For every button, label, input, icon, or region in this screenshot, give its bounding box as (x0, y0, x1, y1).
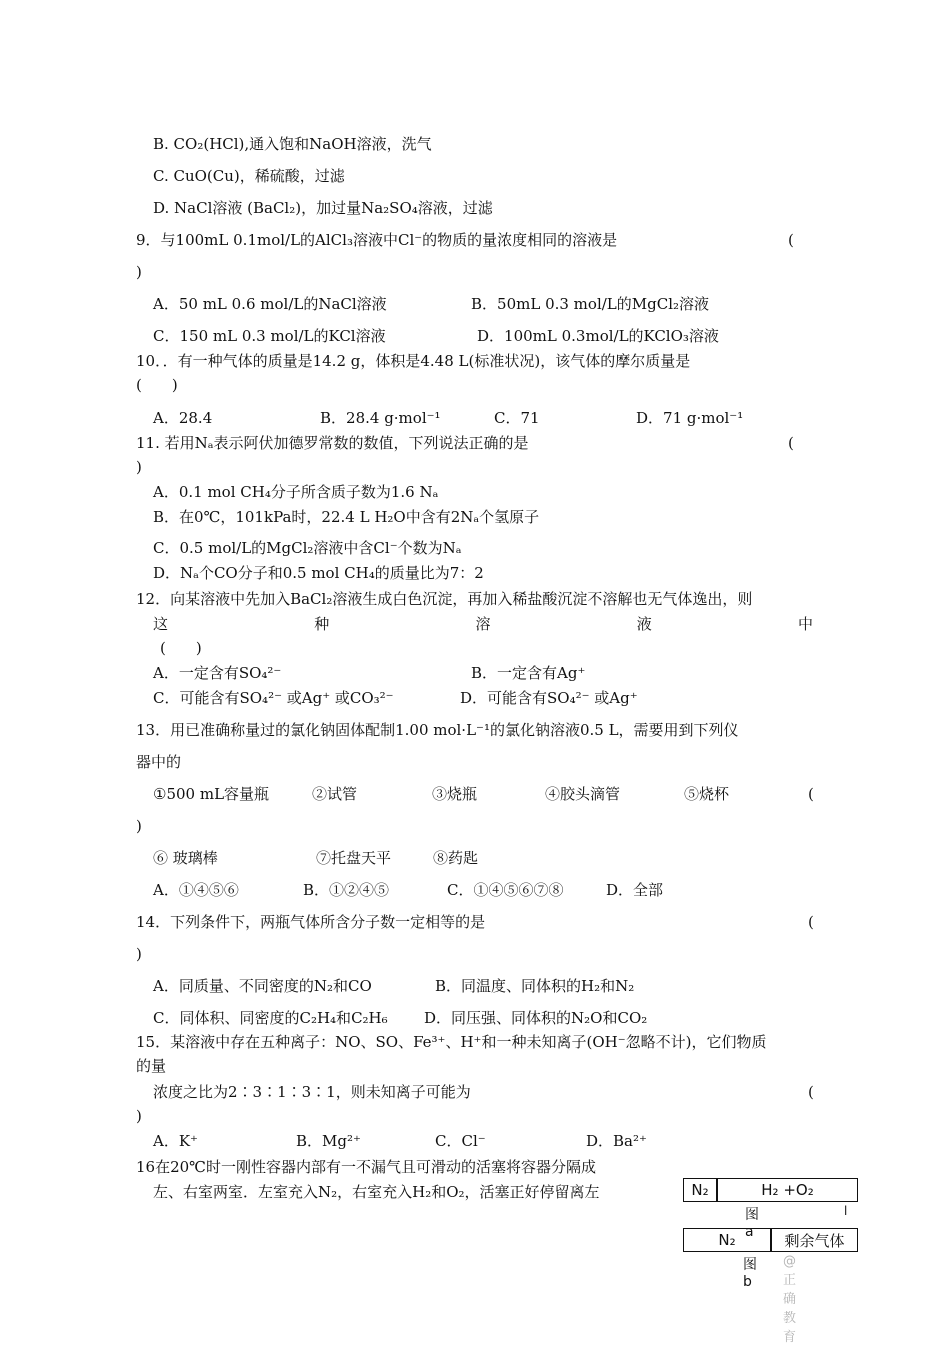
q8-option-d: D. NaCl溶液 (BaCl₂)，加过量Na₂SO₄溶液，过滤 (153, 199, 493, 217)
figure-a-caption: 图 a (745, 1207, 759, 1240)
q9-option-d: D．100mL 0.3mol/L的KClO₃溶液 (477, 327, 719, 345)
stray-mark: l (844, 1204, 848, 1218)
q13-paren-open: ( (808, 785, 814, 803)
q13-option-c: C．①④⑤⑥⑦⑧ (447, 881, 564, 899)
q10-option-d: D．71 g·mol⁻¹ (636, 409, 744, 427)
q14-paren-open: ( (808, 913, 814, 931)
q12-option-a: A．一定含有SO₄²⁻ (153, 664, 282, 682)
figure-a-right-gas: H₂ +O₂ (761, 1181, 814, 1199)
q13-option-a: A．①④⑤⑥ (153, 881, 239, 899)
q13-item-5: ⑤烧杯 (684, 785, 730, 803)
q13-item-8: ⑧药匙 (433, 849, 479, 867)
q12-word: 种 (314, 615, 330, 633)
q9-stem: 9．与100mL 0.1mol/L的AlCl₃溶液中Cl⁻的物质的量浓度相同的溶液是 (136, 231, 618, 249)
q13-item-2: ②试管 (312, 785, 358, 803)
q15-option-b: B．Mg²⁺ (296, 1132, 361, 1150)
q14-option-b: B．同温度、同体积的H₂和N₂ (435, 977, 635, 995)
container-b (683, 1228, 858, 1252)
q11-option-c: C．0.5 mol/L的MgCl₂溶液中含Cl⁻个数为Nₐ (153, 539, 462, 557)
q14-paren-close: ) (136, 945, 142, 963)
q12-word: 中 (797, 615, 813, 633)
q11-option-a: A．0.1 mol CH₄分子所含质子数为1.6 Nₐ (153, 483, 439, 501)
q10-option-a: A．28.4 (153, 409, 213, 427)
q12-word: 这 (153, 615, 169, 633)
q16-line-2: 左、右室两室．左室充入N₂，右室充入H₂和O₂，活塞正好停留离左 (153, 1183, 600, 1201)
q13-item-6: ⑥ 玻璃棒 (153, 849, 218, 867)
q13-stem: 13．用已准确称量过的氯化钠固体配制1.00 mol·L⁻¹的氯化钠溶液0.5 L，需要用到下列仪 (136, 721, 739, 739)
q15-option-a: A．K⁺ (153, 1132, 198, 1150)
q16-line-1: 16在20℃时一刚性容器内部有一不漏气且可滑动的活塞将容器分隔成 (136, 1158, 596, 1176)
q11-paren-close: ) (136, 458, 142, 476)
figure-b-left-gas: N₂ (718, 1231, 736, 1249)
q15-option-c: C．Cl⁻ (435, 1132, 486, 1150)
q13-paren-close: ) (136, 817, 142, 835)
q11-paren-open: ( (788, 434, 794, 452)
q13-item-3: ③烧瓶 (432, 785, 478, 803)
watermark: @正确教育 (783, 1254, 797, 1345)
q14-stem: 14．下列条件下，两瓶气体所含分子数一定相等的是 (136, 913, 486, 931)
q12-option-b: B．一定含有Ag⁺ (471, 664, 586, 682)
q12-option-d: D．可能含有SO₄²⁻ 或Ag⁺ (460, 689, 638, 707)
q13-stem-cont: 器中的 (136, 753, 182, 771)
q10-stem: 10．．有一种气体的质量是14.2 g，体积是4.48 L(标准状况)，该气体的摩尔质量是 (136, 352, 691, 370)
q9-paren-close: ) (136, 263, 142, 281)
q15-stem: 15．某溶液中存在五种离子：NO、SO、Fe³⁺、H⁺和一种未知离子(OH⁻忽略不计)，它们物质 (136, 1033, 767, 1051)
q8-option-c: C. CuO(Cu)，稀硫酸，过滤 (153, 167, 345, 185)
q10-paren: ( ) (136, 376, 178, 394)
q15-option-d: D．Ba²⁺ (586, 1132, 647, 1150)
q12-stem: 12．向某溶液中先加入BaCl₂溶液生成白色沉淀，再加入稀盐酸沉淀不溶解也无气体逸出，则 (136, 590, 753, 608)
q12-stem-spread (153, 614, 813, 634)
q15-stem-cont2: 浓度之比为2∶3∶1∶3∶1，则未知离子可能为 (153, 1083, 471, 1101)
q11-option-d: D．Nₐ个CO分子和0.5 mol CH₄的质量比为7：2 (153, 564, 484, 582)
q14-option-c: C．同体积、同密度的C₂H₄和C₂H₆ (153, 1009, 388, 1027)
q13-option-b: B．①②④⑤ (303, 881, 390, 899)
q12-option-c: C．可能含有SO₄²⁻ 或Ag⁺ 或CO₃²⁻ (153, 689, 394, 707)
q13-item-7: ⑦托盘天平 (316, 849, 392, 867)
figure-b-caption: 图 b (743, 1257, 757, 1290)
q15-paren-close: ) (136, 1107, 142, 1125)
q11-option-b: B．在0℃，101kPa时，22.4 L H₂O中含有2Nₐ个氢原子 (153, 508, 540, 526)
container-a (683, 1178, 858, 1202)
q9-option-b: B．50mL 0.3 mol/L的MgCl₂溶液 (471, 295, 710, 313)
q10-option-c: C．71 (494, 409, 540, 427)
q12-word: 溶 (475, 615, 491, 633)
q8-option-b: B. CO₂(HCl),通入饱和NaOH溶液，洗气 (153, 135, 432, 153)
q13-item-1: ①500 mL容量瓶 (153, 785, 270, 803)
q15-stem-cont: 的量 (136, 1057, 167, 1075)
q11-stem: 11. 若用Nₐ表示阿伏加德罗常数的数值，下列说法正确的是 (136, 434, 529, 452)
q12-word: 液 (636, 615, 652, 633)
figure-b-right-gas: 剩余气体 (784, 1231, 845, 1250)
q13-option-d: D．全部 (606, 881, 664, 899)
q15-paren-open: ( (808, 1083, 814, 1101)
q9-option-a: A．50 mL 0.6 mol/L的NaCl溶液 (153, 295, 387, 313)
q9-option-c: C．150 mL 0.3 mol/L的KCl溶液 (153, 327, 386, 345)
q10-option-b: B．28.4 g·mol⁻¹ (320, 409, 441, 427)
q14-option-d: D．同压强、同体积的N₂O和CO₂ (424, 1009, 648, 1027)
q12-paren: ( ) (160, 639, 202, 657)
figure-a-left-gas: N₂ (691, 1181, 709, 1199)
q9-paren-open: ( (788, 231, 794, 249)
q13-item-4: ④胶头滴管 (545, 785, 621, 803)
q14-option-a: A．同质量、不同密度的N₂和CO (153, 977, 372, 995)
